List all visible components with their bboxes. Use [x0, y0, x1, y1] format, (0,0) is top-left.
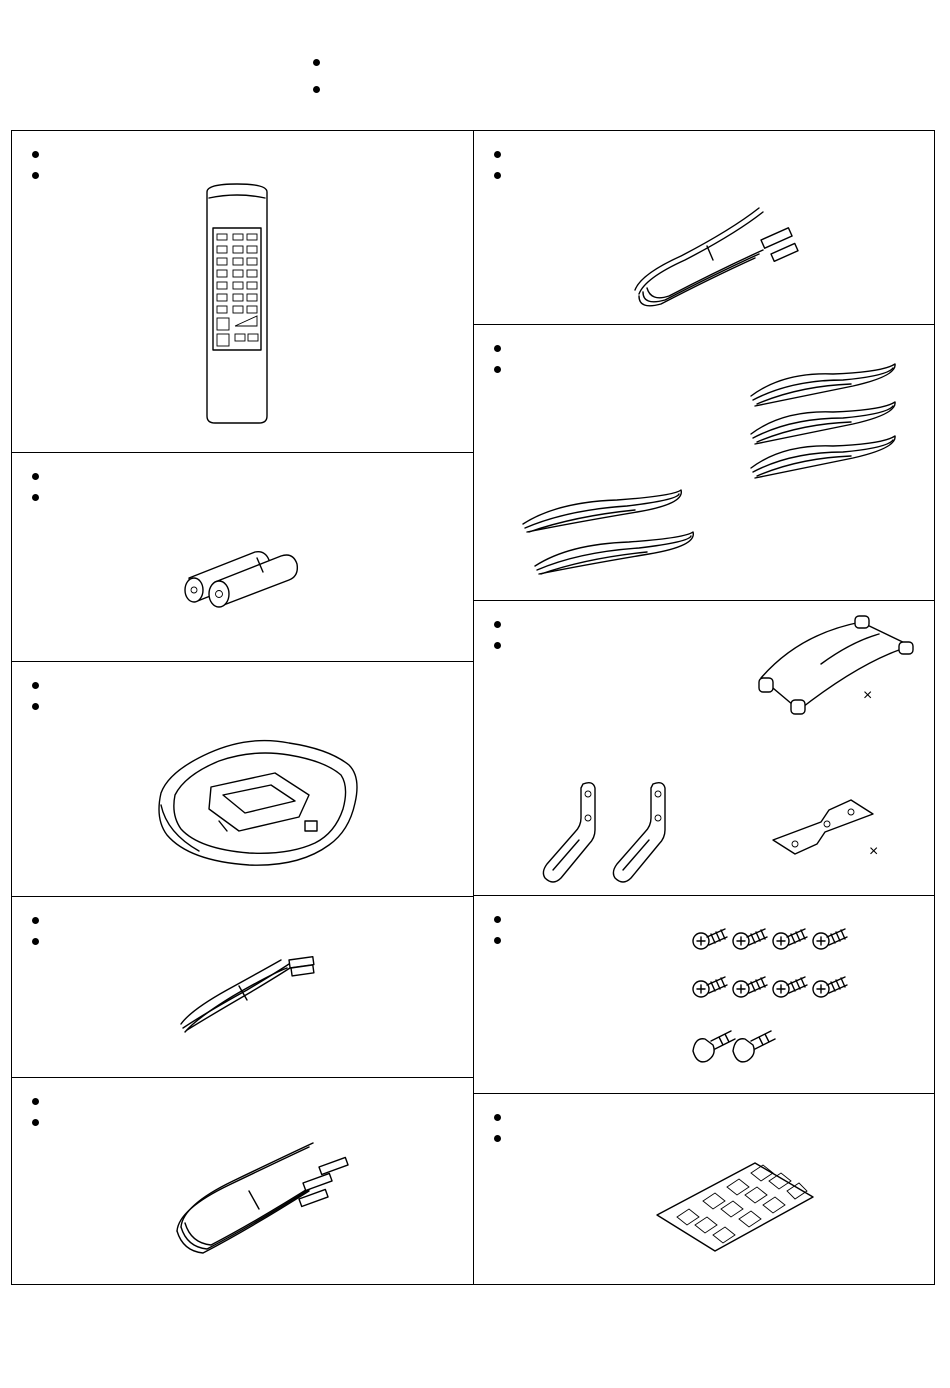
item-bullet — [32, 703, 39, 710]
item-bullet — [32, 938, 39, 945]
item-bullet — [32, 1098, 39, 1105]
item-bullet — [494, 621, 501, 628]
am-loop-antenna-icon — [149, 735, 365, 873]
item-bullet — [32, 151, 39, 158]
header-bullet-1 — [313, 59, 320, 66]
joint-plate-icon — [769, 796, 879, 860]
item-bullet — [494, 937, 501, 944]
cell-am-loop-antenna — [11, 661, 473, 896]
system-cable-icon — [631, 200, 803, 312]
wall-bracket-icon — [539, 778, 609, 888]
fm-antenna-icon — [177, 952, 327, 1034]
cell-remote-control — [11, 130, 473, 452]
rca-cable-icon — [169, 1139, 361, 1257]
item-bullet — [494, 151, 501, 158]
item-bullet — [32, 1119, 39, 1126]
cell-speaker-cords — [473, 324, 935, 600]
item-bullet — [32, 494, 39, 501]
item-bullet — [32, 473, 39, 480]
times-mark: × — [869, 843, 879, 860]
item-bullet — [494, 1135, 501, 1142]
item-bullet — [494, 345, 501, 352]
item-bullet — [32, 917, 39, 924]
cell-system-cable — [473, 130, 935, 324]
aa-batteries-icon — [181, 546, 311, 616]
item-bullet — [32, 682, 39, 689]
cell-screws — [473, 895, 935, 1093]
times-mark: × — [863, 687, 873, 704]
wall-bracket-icon — [609, 778, 679, 888]
cell-speaker-brackets — [473, 600, 935, 895]
remote-control-icon — [201, 182, 273, 426]
stand-plate-icon — [755, 614, 917, 718]
cell-batteries — [11, 452, 473, 661]
header-bullet-2 — [313, 86, 320, 93]
cell-audio-video-cable — [11, 1077, 473, 1285]
item-bullet — [494, 172, 501, 179]
item-bullet — [494, 366, 501, 373]
cell-fm-antenna — [11, 896, 473, 1077]
cell-cushion-sheet — [473, 1093, 935, 1285]
item-bullet — [32, 172, 39, 179]
item-bullet — [494, 642, 501, 649]
cushion-sheet-icon — [655, 1159, 815, 1255]
speaker-cords-icon — [517, 482, 701, 578]
item-bullet — [494, 1114, 501, 1121]
item-bullet — [494, 916, 501, 923]
screws-icon — [691, 921, 851, 1069]
speaker-cords-icon — [743, 354, 903, 490]
